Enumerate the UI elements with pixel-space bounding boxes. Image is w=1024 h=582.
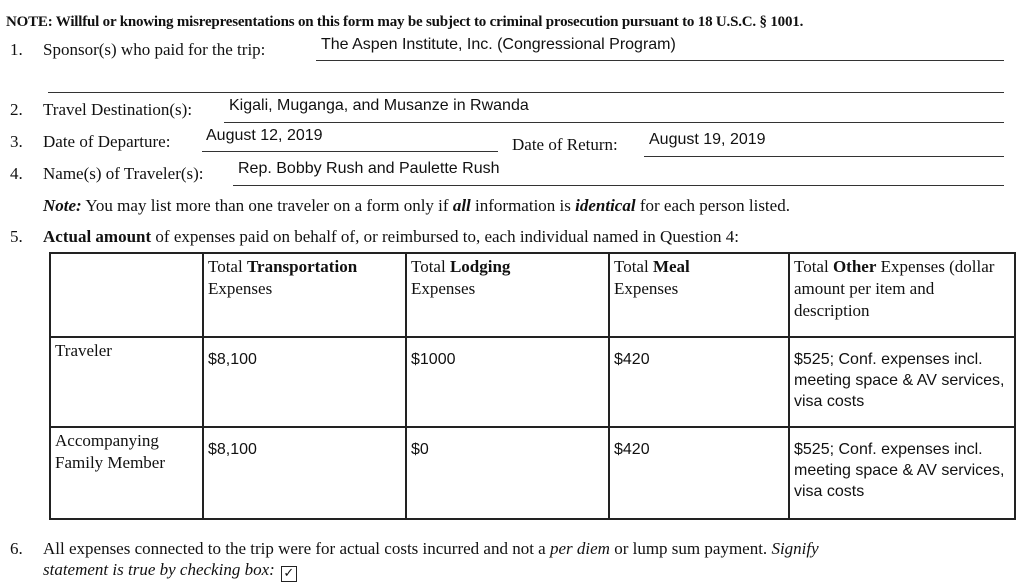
q3-return-underline xyxy=(644,156,1004,157)
table-row xyxy=(50,337,1015,427)
q2-destination-value: Kigali, Muganga, and Musanze in Rwanda xyxy=(229,97,529,114)
q6-statement-line-2: statement is true by checking box: ✓ xyxy=(43,560,297,582)
q4-note-text-3: for each person listed. xyxy=(639,196,790,215)
q4-travelers-value: Rep. Bobby Rush and Paulette Rush xyxy=(238,160,500,177)
cell-other: $525; Conf. expenses incl. meeting space & AV services, visa costs xyxy=(789,427,1015,519)
q3-return-label: Date of Return: xyxy=(512,135,618,154)
header-transportation: Total Transportation Expenses xyxy=(203,253,406,337)
table-row xyxy=(50,427,1015,519)
header-empty-cell xyxy=(50,253,203,337)
cell-meal: $420 xyxy=(609,427,789,519)
confirm-checkbox[interactable]: ✓ xyxy=(281,566,297,582)
q5-label-bold: Actual amount xyxy=(43,227,152,246)
cell-lodging: $0 xyxy=(406,427,609,519)
q4-note-text-2: information is xyxy=(475,196,571,215)
q1-underline xyxy=(316,60,1004,61)
cell-transportation: $8,100 xyxy=(203,427,406,519)
row-label-traveler: Traveler xyxy=(50,337,203,427)
q3-departure-underline xyxy=(202,151,498,152)
cell-meal: $420 xyxy=(609,337,789,427)
q6-number: 6. xyxy=(10,539,23,558)
q1-sponsor-value: The Aspen Institute, Inc. (Congressional Program) xyxy=(321,36,676,53)
header-other: Total Other Expenses (dollar amount per item and description xyxy=(789,253,1015,337)
q4-underline xyxy=(233,185,1004,186)
q2-underline xyxy=(224,122,1004,123)
cell-transportation: $8,100 xyxy=(203,337,406,427)
q4-note-all: all xyxy=(452,196,471,215)
q6-statement: All expenses connected to the trip were for actual costs incurred and not a per diem or lump sum payment. Signify xyxy=(43,539,819,558)
q4-note-text-1: You may list more than one traveler on a form only if xyxy=(85,196,449,215)
q4-label: Name(s) of Traveler(s): xyxy=(43,164,204,183)
q2-number: 2. xyxy=(10,100,23,119)
q5-label xyxy=(43,227,739,247)
q4-note-label: Note: xyxy=(43,196,82,215)
q1-continuation-line xyxy=(48,92,1004,93)
header-meal: Total Meal Expenses xyxy=(609,253,789,337)
q4-note-identical: identical xyxy=(575,196,636,215)
q1-label: Sponsor(s) who paid for the trip: xyxy=(43,40,266,59)
q1-number: 1. xyxy=(10,40,23,59)
cell-other: $525; Conf. expenses incl. meeting space & AV services, visa costs xyxy=(789,337,1015,427)
expenses-table xyxy=(49,252,1016,520)
q4-number: 4. xyxy=(10,164,23,183)
header-lodging: Total Lodging Expenses xyxy=(406,253,609,337)
table-header-row xyxy=(50,253,1015,337)
q3-return-value: August 19, 2019 xyxy=(649,131,766,148)
q4-note xyxy=(43,196,790,216)
q3-number: 3. xyxy=(10,132,23,151)
q3-departure-label: Date of Departure: xyxy=(43,132,171,151)
warning-note: NOTE: Willful or knowing misrepresentations on this form may be subject to criminal prosecution pursuant to 18 U.S.C. § 1001. xyxy=(6,14,804,30)
q5-number: 5. xyxy=(10,227,23,246)
q3-departure-value: August 12, 2019 xyxy=(206,127,323,144)
q5-label-rest: of expenses paid on behalf of, or reimbursed to, each individual named in Question 4: xyxy=(155,227,739,246)
q2-label: Travel Destination(s): xyxy=(43,100,193,119)
cell-lodging: $1000 xyxy=(406,337,609,427)
row-label-family-member: Accompanying Family Member xyxy=(50,427,203,519)
